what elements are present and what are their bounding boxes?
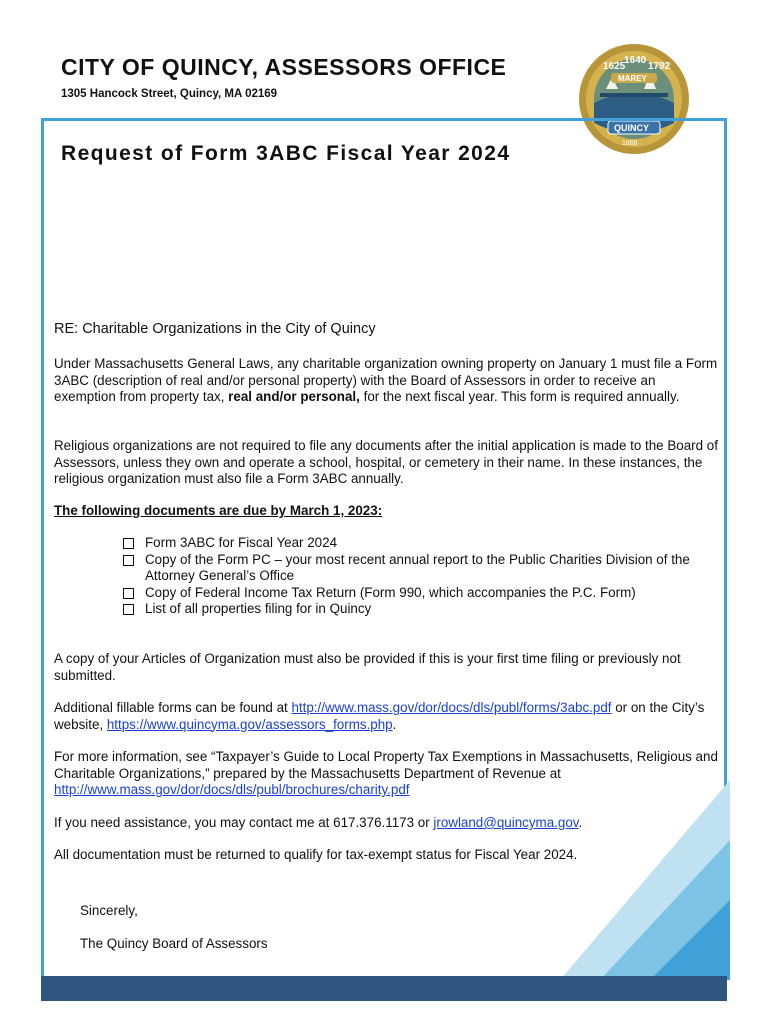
para1-bold: real and/or personal, [228, 389, 360, 404]
seal-ribbon-top: MAREY [618, 74, 647, 83]
paragraph-more-info [54, 749, 724, 799]
charity-brochure-link[interactable]: http://www.mass.gov/dor/docs/dls/publ/brochures/charity.pdf [54, 782, 410, 797]
seal-year-bottom: 1888 [622, 140, 638, 147]
signature: The Quincy Board of Assessors [80, 936, 268, 951]
seal-year-3: 1792 [648, 61, 671, 72]
due-heading-colon: : [377, 503, 383, 518]
checklist-item [123, 552, 723, 585]
corner-decoration [560, 780, 730, 980]
checklist-item-label: List of all properties filing for in Quincy [145, 601, 372, 616]
checklist-item-label: Form 3ABC for Fiscal Year 2024 [145, 535, 338, 550]
documents-checklist [123, 535, 723, 618]
seal-ribbon-bottom: QUINCY [614, 123, 650, 133]
checklist-item [123, 585, 723, 602]
checkbox-icon[interactable] [123, 588, 134, 599]
paragraph-contact [54, 815, 719, 832]
para6-text-after: . [578, 815, 583, 830]
paragraph-articles: A copy of your Articles of Organization must also be provided if this is your first time filing or previously not submitted. [54, 651, 681, 683]
contact-email-link[interactable]: jrowland@quincyma.gov [433, 815, 579, 830]
paragraph-religious: Religious organizations are not required to file any documents after the initial application is made to the Board of Assessors, unless they own and operate a school, hospital, or cemetery in their name. In these instances, the religious organization must also file a Form 3ABC annually. [54, 438, 718, 486]
para1-text-after: for the next fiscal year. This form is required annually. [359, 389, 680, 404]
footer-bar [41, 976, 727, 1001]
checkbox-icon[interactable] [123, 555, 134, 566]
checkbox-icon[interactable] [123, 538, 134, 549]
seal-year-2: 1640 [624, 55, 647, 66]
seal-year-1: 1625 [603, 61, 626, 72]
checkbox-icon[interactable] [123, 604, 134, 615]
frame-top-border [41, 118, 727, 121]
due-date-heading [54, 503, 382, 520]
office-title: CITY OF QUINCY, ASSESSORS OFFICE [61, 54, 507, 80]
para6-text-before: If you need assistance, you may contact me at 617.376.1173 or [54, 815, 434, 830]
frame-left-border [41, 120, 44, 1000]
city-seal-icon [578, 43, 690, 155]
checklist-item [123, 535, 723, 552]
closing: Sincerely, [80, 903, 138, 918]
due-heading-text: The following documents are due by March 1, 2023 [54, 503, 378, 518]
para5-text-before: For more information, see “Taxpayer’s Guide to Local Property Tax Exemptions in Massachusetts, Religious and Charitable Organizations,” prepared by the Massachusetts Department of Revenue at [54, 749, 718, 781]
checklist-item-label: Copy of Federal Income Tax Return (Form 990, which accompanies the P.C. Form) [145, 584, 636, 600]
state-form-link[interactable]: http://www.mass.gov/dor/docs/dls/publ/forms/3abc.pdf [291, 700, 612, 715]
checklist-item-label: Copy of the Form PC – your most recent annual report to the Public Charities Division of the Attorney General’s Office [145, 551, 690, 583]
checklist-item [123, 601, 723, 618]
form-title: Request of Form 3ABC Fiscal Year 2024 [61, 142, 511, 165]
office-address: 1305 Hancock Street, Quincy, MA 02169 [61, 88, 278, 100]
para1-text-before: Under Massachusetts General Laws, any charitable organization owning property on January 1 must file a Form 3ABC (description of real and/or personal property) with the Board of Assessors in order to receive an exemption from property tax, [54, 356, 718, 404]
para4-text-before: Additional fillable forms can be found at [54, 700, 292, 715]
para4-text-after: . [392, 716, 397, 732]
paragraph-forms [54, 700, 719, 733]
re-line: RE: Charitable Organizations in the City of Quincy [54, 321, 376, 337]
paragraph-documentation: All documentation must be returned to qualify for tax-exempt status for Fiscal Year 2024. [54, 847, 578, 862]
paragraph-requirements [54, 356, 719, 406]
para4-text-middle: or on the City’s website, [54, 700, 705, 732]
city-forms-link[interactable]: https://www.quincyma.gov/assessors_forms.php [106, 716, 393, 732]
